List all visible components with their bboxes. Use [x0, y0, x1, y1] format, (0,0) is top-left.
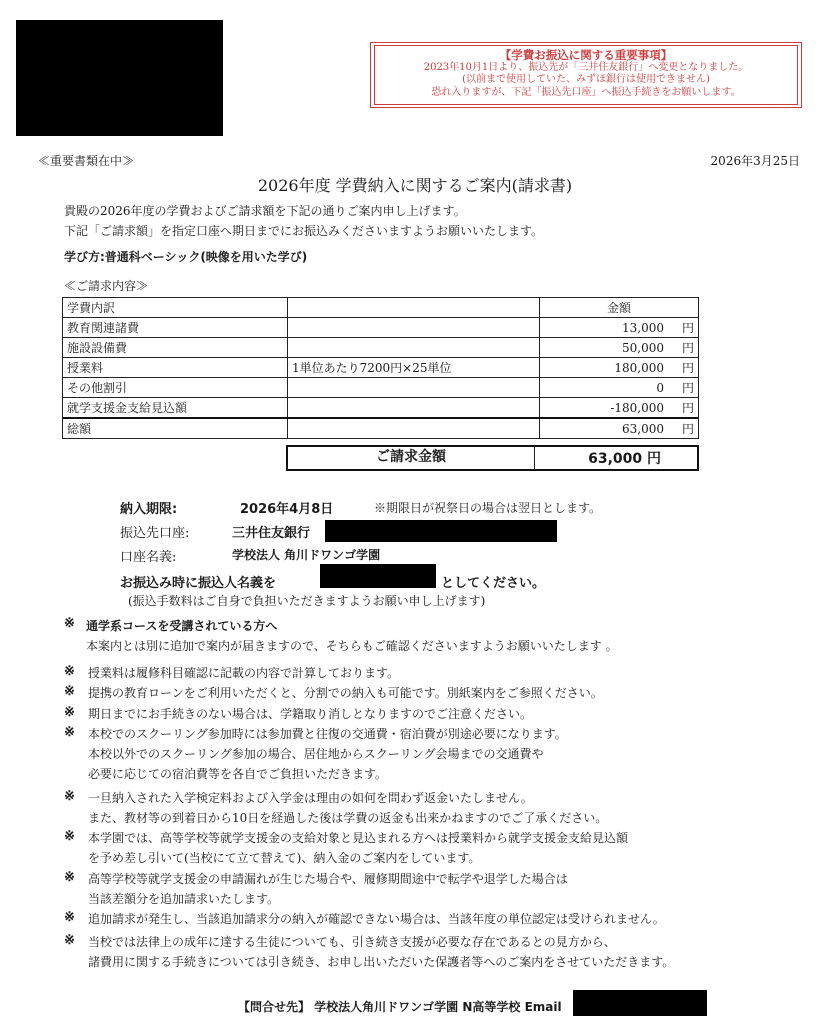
row-item: 授業料	[63, 358, 288, 378]
row-item: 総額	[63, 418, 288, 439]
billing-amount-box	[286, 445, 699, 471]
note-line: 期日までにお手続きのない場合は、学籍取り消しとなりますのでご注意ください。	[88, 707, 533, 721]
note-mark: ※	[64, 725, 75, 740]
fee-note: (振込手数料はご自身で負担いただきますようお願い申し上げます)	[128, 594, 486, 608]
row-amount	[540, 338, 699, 358]
note-mark: ※	[64, 910, 75, 925]
deadline-label: 納入期限:	[120, 502, 178, 517]
note-line: 追加請求が発生し、当該追加請求分の納入が確認できない場合は、当該年度の単位認定は受けられません。	[88, 912, 665, 926]
yen-unit: 円	[681, 381, 694, 395]
amount-value: 13,000	[622, 321, 664, 335]
column-header-amount: 金額	[540, 298, 699, 318]
table-row	[63, 338, 699, 358]
note-line: 高等学校等就学支援金の申請漏れが生じた場合や、履修期間途中で転学や退学した場合は	[88, 872, 568, 886]
note-mark: ※	[64, 789, 75, 804]
note-mark: ※	[64, 616, 75, 631]
table-header-row	[63, 298, 699, 318]
document-date: 2026年3月25日	[710, 154, 800, 168]
table-row	[63, 398, 699, 419]
billing-amount: 63,000 円	[588, 451, 661, 467]
invoice-section-label: ≪ご請求内容≫	[64, 279, 149, 293]
row-detail: 1単位あたり7200円×25単位	[288, 358, 540, 378]
course-type: 学び方:普通科ベーシック(映像を用いた学び)	[64, 250, 308, 264]
holder-value: 学校法人 角川ドワンゴ学園	[232, 548, 381, 562]
yen-unit: 円	[681, 341, 694, 355]
redacted-account-number	[325, 520, 557, 542]
row-item: その他割引	[63, 378, 288, 398]
amount-value: -180,000	[610, 401, 664, 415]
note-line: また、教材等の到着日から10日を経過した後は学費の返金も出来かねますのでご了承ください。	[88, 811, 608, 825]
row-amount	[540, 318, 699, 338]
billing-label: ご請求金額	[288, 447, 535, 469]
row-detail	[288, 398, 540, 419]
note-line: 一旦納入された入学検定料および入学金は理由の如何を問わず返金いたしません。	[88, 791, 533, 805]
row-detail	[288, 418, 540, 439]
row-item: 施設設備費	[63, 338, 288, 358]
notice-title: 【学費お振込に関する重要事項】	[499, 48, 673, 62]
document-title: 2026年度 学費納入に関するご案内(請求書)	[257, 176, 573, 195]
note-line: 本校でのスクーリング参加時には参加費と往復の交通費・宿泊費が別途必要になります。	[88, 727, 567, 741]
redacted-email	[573, 990, 707, 1016]
yen-unit: 円	[681, 361, 694, 375]
note-line: 本学園では、高等学校等就学支援金の支給対象と見込まれる方へは授業料から就学支援金支給見込額	[88, 831, 629, 845]
column-header-detail	[288, 298, 540, 318]
row-amount	[540, 358, 699, 378]
note-mark: ※	[64, 664, 75, 679]
note-line: 当校では法律上の成年に達する生徒についても、引き続き支援が必要な存在であるとの見方から、	[88, 935, 616, 949]
table-row	[63, 378, 699, 398]
notice-line-1: 2023年10月1日より、振込先が「三井住友銀行」へ変更となりました。	[423, 61, 749, 73]
note-line: 提携の教育ローンをご利用いただくと、分割での納入も可能です。別紙案内をご参照ください。	[88, 686, 603, 700]
table-row	[63, 318, 699, 338]
commute-course-body: 本案内とは別に追加で案内が届きますので、そちらもご確認くださいますようお願いいたします 。	[86, 639, 618, 653]
row-amount	[540, 378, 699, 398]
notice-line-3: 恐れ入りますが、下記「振込先口座」へ振込手続きをお願いします。	[431, 86, 741, 98]
amount-value: 63,000	[622, 422, 664, 436]
row-amount	[540, 418, 699, 439]
note-mark: ※	[64, 829, 75, 844]
row-detail	[288, 338, 540, 358]
yen-unit: 円	[681, 401, 694, 415]
amount-value: 0	[656, 381, 664, 395]
table-row-total	[63, 418, 699, 439]
note-line: 必要に応じての宿泊費等を各自でご負担いただきます。	[88, 767, 388, 781]
commute-course-title: 通学系コースを受講されている方へ	[86, 619, 278, 633]
note-line: を予め差し引いて(当校にて立て替えて)、納入金のご案内をしています。	[88, 851, 481, 865]
note-line: 本校以外でのスクーリング参加の場合、居住地からスクーリング会場までの交通費や	[88, 747, 544, 761]
redacted-address-block	[16, 20, 223, 136]
intro-line-2: 下記「ご請求額」を指定口座へ期日までにお振込みくださいますようお願いいたします。	[64, 224, 544, 238]
table-row	[63, 358, 699, 378]
row-detail	[288, 318, 540, 338]
important-notice-box	[370, 42, 802, 108]
important-document-stamp: ≪重要書類在中≫	[38, 154, 135, 168]
account-label: 振込先口座:	[120, 526, 190, 541]
amount-value: 180,000	[614, 361, 664, 375]
contact-info: 【問合せ先】 学校法人角川ドワンゴ学園 N高等学校 Email	[238, 1000, 562, 1014]
yen-unit: 円	[681, 321, 694, 335]
note-mark: ※	[64, 870, 75, 885]
notice-line-2: (以前まで使用していた、みずほ銀行は使用できません)	[462, 74, 710, 85]
deadline-value: 2026年4月8日	[240, 502, 334, 517]
row-detail	[288, 378, 540, 398]
yen-unit: 円	[681, 422, 694, 436]
holder-label: 口座名義:	[120, 550, 177, 565]
note-mark: ※	[64, 705, 75, 720]
note-line: 当該差額分を追加請求いたします。	[88, 892, 280, 906]
column-header-item: 学費内訳	[63, 298, 288, 318]
payer-name-instruction-end: としてください。	[441, 576, 546, 591]
bank-name: 三井住友銀行	[232, 526, 311, 541]
note-mark: ※	[64, 933, 75, 948]
invoice-table	[62, 297, 699, 439]
amount-value: 50,000	[622, 341, 664, 355]
row-amount	[540, 398, 699, 419]
row-item: 教育関連諸費	[63, 318, 288, 338]
redacted-payer-name	[320, 564, 436, 588]
deadline-note: ※期限日が祝祭日の場合は翌日とします。	[374, 501, 602, 515]
intro-line-1: 貴殿の2026年度の学費およびご請求額を下記の通りご案内申し上げます。	[64, 204, 466, 218]
payer-name-instruction: お振込み時に振込人名義を	[120, 576, 277, 591]
row-item: 就学支援金支給見込額	[63, 398, 288, 419]
note-line: 諸費用に関する手続きについては引き続き、お申し出いただいた保護者等へのご案内をさせていただきます。	[88, 955, 675, 969]
note-mark: ※	[64, 684, 75, 699]
note-line: 授業料は履修科目確認に記載の内容で計算しております。	[88, 666, 400, 680]
